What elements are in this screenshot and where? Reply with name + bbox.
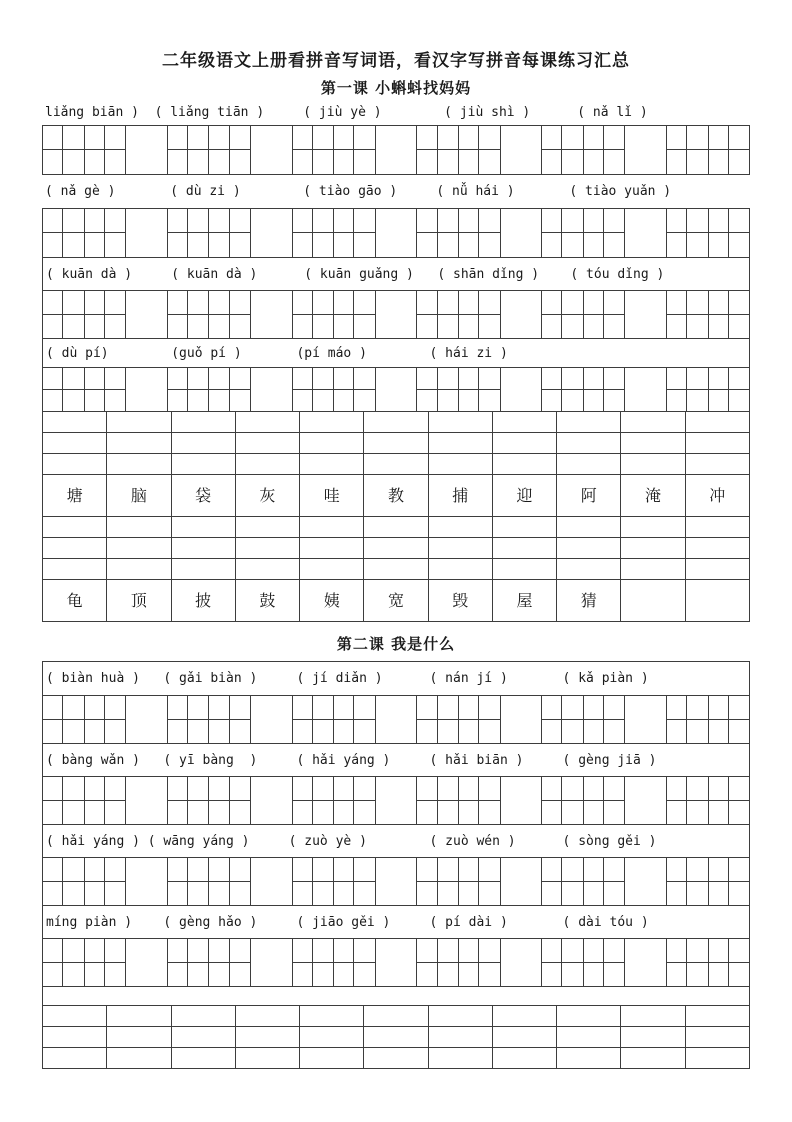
empty-cell <box>685 412 749 432</box>
empty-cell <box>556 454 620 474</box>
lesson1-heading: 第一课 小蝌蚪找妈妈 <box>320 79 472 97</box>
empty-cell <box>685 538 749 558</box>
empty-cell <box>620 412 684 432</box>
empty-cell <box>620 1006 684 1026</box>
tianzige-writing-box <box>666 209 708 257</box>
empty-cell <box>106 412 170 432</box>
empty-cell <box>106 1027 170 1047</box>
character-row <box>43 579 749 621</box>
empty-cell <box>492 1027 556 1047</box>
empty-cell <box>171 433 235 453</box>
spacer-box <box>624 939 666 986</box>
empty-cell <box>556 433 620 453</box>
empty-answer-row <box>43 411 749 432</box>
worksheet-content <box>42 101 750 1069</box>
writing-grid-strip <box>43 290 749 338</box>
tianzige-writing-box <box>84 858 126 905</box>
spacer-box <box>125 939 167 986</box>
tianzige-writing-box <box>43 858 84 905</box>
tianzige-writing-box <box>583 209 625 257</box>
empty-cell <box>235 1006 299 1026</box>
tianzige-writing-box <box>43 209 84 257</box>
empty-cell <box>556 1006 620 1026</box>
tianzige-writing-box <box>292 939 334 986</box>
tianzige-writing-box <box>458 696 500 743</box>
tianzige-writing-box <box>541 939 583 986</box>
empty-cell <box>43 433 106 453</box>
tianzige-writing-box <box>666 858 708 905</box>
spacer-box <box>624 858 666 905</box>
spacer-box <box>375 939 417 986</box>
tianzige-writing-box <box>43 126 84 174</box>
tianzige-writing-box <box>208 777 250 824</box>
character-cell: 塘 <box>66 486 83 505</box>
spacer-box <box>500 126 542 174</box>
tianzige-writing-box <box>416 939 458 986</box>
empty-cell <box>685 580 749 621</box>
character-cell: 袋 <box>171 475 235 516</box>
writing-grid-strip <box>42 125 750 175</box>
tianzige-writing-box <box>666 696 708 743</box>
tianzige-writing-box <box>208 291 250 338</box>
character-cell: 阿 <box>556 475 620 516</box>
empty-cell <box>428 538 492 558</box>
tianzige-writing-box <box>208 209 250 257</box>
tianzige-writing-box <box>84 209 126 257</box>
empty-cell <box>685 1048 749 1068</box>
empty-cell <box>106 1006 170 1026</box>
tianzige-writing-box <box>666 291 708 338</box>
tianzige-writing-box <box>84 696 126 743</box>
empty-answer-row <box>43 1026 749 1047</box>
empty-answer-row <box>43 1005 749 1026</box>
spacer-box <box>624 696 666 743</box>
spacer-box <box>624 368 666 411</box>
empty-cell <box>685 1027 749 1047</box>
empty-cell <box>556 559 620 579</box>
tianzige-writing-box <box>458 777 500 824</box>
spacer-box <box>500 777 542 824</box>
tianzige-writing-box <box>292 858 334 905</box>
tianzige-writing-box <box>167 777 209 824</box>
tianzige-writing-box <box>84 777 126 824</box>
writing-grid-strip <box>43 209 749 257</box>
empty-cell <box>363 1048 427 1068</box>
character-cell: 迎 <box>492 475 556 516</box>
empty-cell <box>620 517 684 537</box>
character-cell: 毁 <box>428 580 492 621</box>
empty-cell <box>43 454 106 474</box>
empty-cell <box>492 412 556 432</box>
empty-cell <box>363 1006 427 1026</box>
lesson1-pinyin-row-4: ( dù pí) (guǒ pí ) (pí máo ) ( hái zi ) <box>43 338 749 367</box>
empty-cell <box>428 1048 492 1068</box>
spacer-box <box>250 368 292 411</box>
tianzige-writing-box <box>333 939 375 986</box>
empty-cell <box>43 1006 106 1026</box>
empty-cell <box>171 1048 235 1068</box>
empty-cell <box>299 559 363 579</box>
tianzige-writing-box <box>167 939 209 986</box>
empty-answer-row <box>43 1047 749 1068</box>
lesson2-table <box>42 661 750 1069</box>
writing-grid-strip <box>43 938 749 986</box>
spacer-box <box>500 939 542 986</box>
empty-cell <box>620 1048 684 1068</box>
spacer-box <box>375 696 417 743</box>
spacer-box <box>250 858 292 905</box>
character-cell: 哇 <box>299 475 363 516</box>
tianzige-writing-box <box>458 209 500 257</box>
tianzige-writing-box <box>708 368 750 411</box>
tianzige-writing-box <box>292 209 334 257</box>
tianzige-writing-box <box>583 777 625 824</box>
lesson2-pinyin-row-4: míng piàn ) ( gèng hǎo ) ( jiāo gěi ) ( pí dài ) ( dài tóu ) <box>43 905 749 938</box>
lesson2-heading: 第二课 我是什么 <box>336 635 456 653</box>
spacer-box <box>250 696 292 743</box>
tianzige-writing-box <box>208 858 250 905</box>
writing-grid-strip <box>43 695 749 743</box>
empty-cell <box>171 538 235 558</box>
spacer-box <box>125 777 167 824</box>
tianzige-writing-box <box>666 777 708 824</box>
spacer-box <box>624 126 666 174</box>
tianzige-writing-box <box>333 126 375 174</box>
character-row <box>43 474 749 516</box>
tianzige-writing-box <box>416 368 458 411</box>
spacer-box <box>500 209 542 257</box>
spacer-box <box>250 777 292 824</box>
spacer-box <box>375 126 417 174</box>
lesson1-pinyin-row-2: ( nǎ gè ) ( dù zi ) ( tiào gāo ) ( nǚ hái ) ( tiào yuǎn ) <box>45 184 672 199</box>
empty-cell <box>235 1027 299 1047</box>
empty-cell <box>299 412 363 432</box>
spacer-box <box>375 858 417 905</box>
tianzige-writing-box <box>416 858 458 905</box>
tianzige-writing-box <box>458 126 500 174</box>
spacer-box <box>125 291 167 338</box>
empty-cell <box>235 538 299 558</box>
empty-cell <box>106 538 170 558</box>
empty-cell <box>492 538 556 558</box>
tianzige-writing-box <box>583 291 625 338</box>
empty-cell <box>363 517 427 537</box>
character-cell: 披 <box>171 580 235 621</box>
tianzige-writing-box <box>541 858 583 905</box>
spacer-box <box>125 368 167 411</box>
tianzige-writing-box <box>416 126 458 174</box>
spacer-box <box>250 291 292 338</box>
spacer-box <box>500 368 542 411</box>
character-cell: 顶 <box>106 580 170 621</box>
spacer-box <box>624 291 666 338</box>
tianzige-writing-box <box>292 126 334 174</box>
empty-cell <box>556 517 620 537</box>
tianzige-writing-box <box>416 209 458 257</box>
spacer-box <box>624 209 666 257</box>
empty-cell <box>492 454 556 474</box>
tianzige-writing-box <box>333 696 375 743</box>
empty-answer-row <box>43 453 749 474</box>
tianzige-writing-box <box>292 291 334 338</box>
empty-cell <box>235 517 299 537</box>
writing-grid-strip <box>43 857 749 905</box>
lesson2-pinyin-row-2: ( bàng wǎn ) ( yī bàng ) ( hǎi yáng ) ( hǎi biān ) ( gèng jiā ) <box>43 743 749 776</box>
spacer-box <box>125 126 167 174</box>
empty-cell <box>171 1027 235 1047</box>
empty-cell <box>556 1048 620 1068</box>
empty-answer-row <box>43 432 749 453</box>
character-cell: 淹 <box>620 475 684 516</box>
page-title: 二年级语文上册看拼音写词语，看汉字写拼音每课练习汇总 <box>162 51 630 71</box>
tianzige-writing-box <box>43 368 84 411</box>
tianzige-writing-box <box>458 939 500 986</box>
tianzige-writing-box <box>708 777 750 824</box>
character-cell: 宽 <box>363 580 427 621</box>
empty-cell <box>428 1006 492 1026</box>
tianzige-writing-box <box>43 696 84 743</box>
tianzige-writing-box <box>84 291 126 338</box>
empty-cell <box>106 517 170 537</box>
empty-cell <box>620 1027 684 1047</box>
tianzige-writing-box <box>666 126 708 174</box>
tianzige-writing-box <box>708 939 750 986</box>
tianzige-writing-box <box>583 939 625 986</box>
empty-cell <box>235 412 299 432</box>
tianzige-writing-box <box>458 291 500 338</box>
empty-cell <box>428 454 492 474</box>
empty-cell <box>43 538 106 558</box>
spacer-box <box>624 777 666 824</box>
empty-cell <box>428 559 492 579</box>
lesson2-pinyin-row-1: ( biàn huà ) ( gǎi biàn ) ( jí diǎn ) ( nán jí ) ( kǎ piàn ) <box>46 671 649 686</box>
spacer-box <box>125 696 167 743</box>
lesson1-pinyin-row-1: liǎng biān ) ( liǎng tiān ) ( jiù yè ) ( jiù shì ) ( nǎ lǐ ) <box>45 105 648 120</box>
spacer-box <box>250 939 292 986</box>
tianzige-writing-box <box>167 126 209 174</box>
tianzige-writing-box <box>333 858 375 905</box>
empty-cell <box>363 538 427 558</box>
empty-cell <box>620 538 684 558</box>
tianzige-writing-box <box>666 939 708 986</box>
writing-grid-strip <box>43 776 749 824</box>
tianzige-writing-box <box>541 126 583 174</box>
empty-cell <box>685 454 749 474</box>
empty-cell <box>556 1027 620 1047</box>
spacer-box <box>375 291 417 338</box>
spacer-box <box>250 126 292 174</box>
tianzige-writing-box <box>541 368 583 411</box>
tianzige-writing-box <box>416 291 458 338</box>
empty-answer-row <box>43 558 749 579</box>
tianzige-writing-box <box>84 939 126 986</box>
empty-cell <box>363 1027 427 1047</box>
spacer-box <box>125 858 167 905</box>
empty-cell <box>106 1048 170 1068</box>
empty-cell <box>363 412 427 432</box>
writing-grid-strip <box>43 367 749 411</box>
spacer-box <box>500 858 542 905</box>
empty-cell <box>235 1048 299 1068</box>
tianzige-writing-box <box>208 368 250 411</box>
spacer-box <box>375 368 417 411</box>
tianzige-writing-box <box>84 126 126 174</box>
character-cell: 姨 <box>299 580 363 621</box>
tianzige-writing-box <box>666 368 708 411</box>
empty-cell <box>492 1006 556 1026</box>
spacer-box <box>375 209 417 257</box>
tianzige-writing-box <box>333 368 375 411</box>
empty-cell <box>43 1027 106 1047</box>
character-cell: 灰 <box>235 475 299 516</box>
tianzige-writing-box <box>333 209 375 257</box>
tianzige-writing-box <box>292 777 334 824</box>
empty-cell <box>428 433 492 453</box>
spacer-box <box>250 209 292 257</box>
empty-cell <box>299 517 363 537</box>
empty-cell <box>492 433 556 453</box>
tianzige-writing-box <box>167 858 209 905</box>
tianzige-writing-box <box>708 209 750 257</box>
empty-answer-row <box>43 537 749 558</box>
character-cell: 脑 <box>106 475 170 516</box>
empty-cell <box>235 433 299 453</box>
character-cell: 屋 <box>492 580 556 621</box>
tianzige-writing-box <box>43 939 84 986</box>
tianzige-writing-box <box>292 696 334 743</box>
empty-cell <box>685 559 749 579</box>
tianzige-writing-box <box>583 126 625 174</box>
empty-cell <box>299 538 363 558</box>
tianzige-writing-box <box>208 126 250 174</box>
spacer-box <box>125 209 167 257</box>
empty-cell <box>299 454 363 474</box>
tianzige-writing-box <box>708 696 750 743</box>
tianzige-writing-box <box>84 368 126 411</box>
empty-cell <box>685 433 749 453</box>
tianzige-writing-box <box>43 291 84 338</box>
empty-cell <box>620 580 684 621</box>
empty-cell <box>171 517 235 537</box>
empty-cell <box>235 454 299 474</box>
empty-cell <box>556 412 620 432</box>
empty-cell <box>106 433 170 453</box>
empty-cell <box>428 517 492 537</box>
empty-cell <box>171 1006 235 1026</box>
tianzige-writing-box <box>416 777 458 824</box>
character-cell: 捕 <box>428 475 492 516</box>
empty-cell <box>299 1027 363 1047</box>
tianzige-writing-box <box>167 368 209 411</box>
empty-cell <box>685 1006 749 1026</box>
tianzige-writing-box <box>208 939 250 986</box>
empty-cell <box>43 412 106 432</box>
empty-span-row <box>43 986 749 1005</box>
empty-cell <box>171 454 235 474</box>
tianzige-writing-box <box>167 291 209 338</box>
tianzige-writing-box <box>458 368 500 411</box>
tianzige-writing-box <box>541 696 583 743</box>
empty-cell <box>43 1048 106 1068</box>
empty-cell <box>492 559 556 579</box>
empty-cell <box>492 517 556 537</box>
empty-answer-row <box>43 516 749 537</box>
character-cell: 教 <box>363 475 427 516</box>
tianzige-writing-box <box>583 858 625 905</box>
character-cell: 鼓 <box>235 580 299 621</box>
tianzige-writing-box <box>167 696 209 743</box>
empty-cell <box>556 538 620 558</box>
empty-cell <box>235 559 299 579</box>
empty-cell <box>171 559 235 579</box>
empty-cell <box>685 517 749 537</box>
empty-cell <box>171 412 235 432</box>
empty-cell <box>428 412 492 432</box>
tianzige-writing-box <box>583 368 625 411</box>
tianzige-writing-box <box>708 291 750 338</box>
tianzige-writing-box <box>167 209 209 257</box>
spacer-box <box>500 696 542 743</box>
empty-cell <box>106 559 170 579</box>
tianzige-writing-box <box>333 777 375 824</box>
tianzige-writing-box <box>292 368 334 411</box>
character-cell: 龟 <box>66 591 83 610</box>
empty-cell <box>299 1048 363 1068</box>
empty-cell <box>363 454 427 474</box>
tianzige-writing-box <box>583 696 625 743</box>
tianzige-writing-box <box>208 696 250 743</box>
tianzige-writing-box <box>43 777 84 824</box>
empty-cell <box>299 1006 363 1026</box>
tianzige-writing-box <box>458 858 500 905</box>
empty-cell <box>43 559 106 579</box>
tianzige-writing-box <box>333 291 375 338</box>
empty-cell <box>43 517 106 537</box>
empty-cell <box>620 433 684 453</box>
lesson1-pinyin-row-3: ( kuān dà ) ( kuān dà ) ( kuān guǎng ) ( shān dǐng ) ( tóu dǐng ) <box>43 257 749 290</box>
spacer-box <box>500 291 542 338</box>
lesson2-pinyin-row-3: ( hǎi yáng ) ( wāng yáng ) ( zuò yè ) ( zuò wén ) ( sòng gěi ) <box>43 824 749 857</box>
tianzige-writing-box <box>416 696 458 743</box>
character-cell: 猜 <box>556 580 620 621</box>
empty-cell <box>428 1027 492 1047</box>
empty-cell <box>492 1048 556 1068</box>
tianzige-writing-box <box>708 858 750 905</box>
empty-cell <box>363 433 427 453</box>
tianzige-writing-box <box>708 126 750 174</box>
tianzige-writing-box <box>541 209 583 257</box>
empty-cell <box>299 433 363 453</box>
character-cell: 冲 <box>685 475 749 516</box>
empty-cell <box>620 454 684 474</box>
empty-cell <box>620 559 684 579</box>
empty-cell <box>106 454 170 474</box>
lesson1-table <box>42 208 750 622</box>
empty-cell <box>363 559 427 579</box>
tianzige-writing-box <box>541 291 583 338</box>
spacer-box <box>375 777 417 824</box>
tianzige-writing-box <box>541 777 583 824</box>
